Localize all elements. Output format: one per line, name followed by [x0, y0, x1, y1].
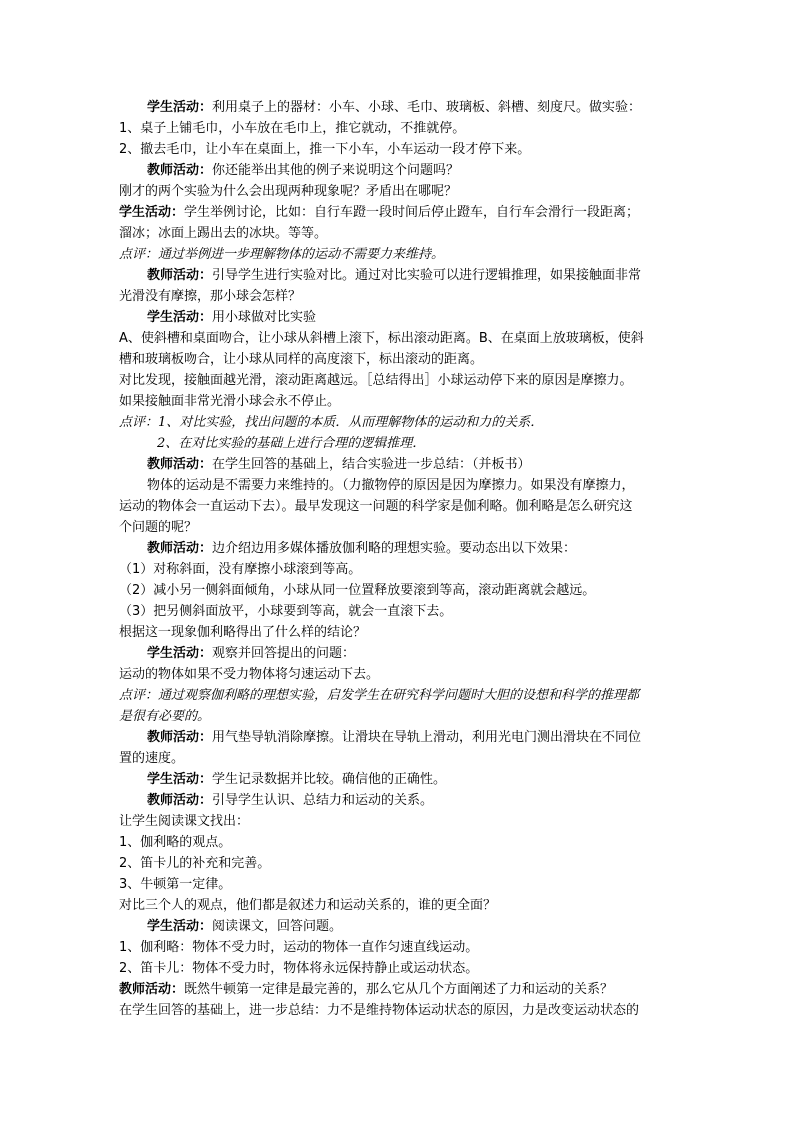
document-body	[119, 97, 679, 1021]
paragraph-line	[119, 286, 679, 307]
paragraph-text: 既然牛顿第一定律是最完善的，那么它从几个方面阐述了力和运动的关系？	[184, 982, 614, 997]
activity-label: 学生活动：	[147, 772, 213, 787]
paragraph-line	[119, 160, 679, 181]
paragraph-line	[119, 328, 679, 349]
paragraph-line	[119, 685, 679, 706]
paragraph-text: 2、撤去毛巾，让小车在桌面上，推一下小车，小车运动一段才停下来。	[119, 142, 531, 157]
activity-label: 学生活动：	[147, 310, 213, 325]
paragraph-text: 1、伽利略：物体不受力时，运动的物体一直作匀速直线运动。	[119, 940, 479, 955]
activity-label: 教师活动：	[147, 541, 213, 556]
activity-label: 学生活动：	[147, 646, 213, 661]
activity-label: 教师活动：	[147, 163, 213, 178]
paragraph-line	[119, 706, 679, 727]
paragraph-text: 点评：通过举例进一步理解物体的运动不需要力来维持。	[119, 247, 445, 262]
paragraph-line	[119, 916, 679, 937]
activity-label: 学生活动：	[147, 919, 213, 934]
paragraph-line	[119, 265, 679, 286]
paragraph-line	[119, 622, 679, 643]
paragraph-line	[119, 181, 679, 202]
paragraph-text: 引导学生认识、总结力和运动的关系。	[212, 793, 434, 808]
paragraph-text: 利用桌子上的器材：小车、小球、毛巾、玻璃板、斜槽、刻度尺。做实验：	[212, 100, 642, 115]
paragraph-text: 在学生回答的基础上，结合实验进一步总结：（并板书）	[212, 457, 531, 472]
paragraph-line	[119, 832, 679, 853]
paragraph-text: （3）把另侧斜面放平，小球要到等高，就会一直滚下去。	[119, 604, 453, 619]
paragraph-line	[119, 811, 679, 832]
paragraph-line	[119, 601, 679, 622]
paragraph-line	[119, 454, 679, 475]
activity-label: 教师活动：	[147, 457, 213, 472]
paragraph-line	[119, 1000, 679, 1021]
paragraph-line	[119, 580, 679, 601]
paragraph-text: 是很有必要的。	[119, 709, 211, 724]
activity-label: 教师活动：	[119, 982, 185, 997]
paragraph-text: 溜冰；冰面上踢出去的冰块。等等。	[119, 226, 328, 241]
paragraph-line	[119, 391, 679, 412]
paragraph-text: 槽和玻璃板吻合，让小球从同样的高度滚下，标出滚动的距离。	[119, 352, 484, 367]
paragraph-text: 1、桌子上铺毛巾，小车放在毛巾上，推它就动，不推就停。	[119, 121, 466, 136]
paragraph-text: 让学生阅读课文找出：	[119, 814, 250, 829]
paragraph-text: 点评：1、对比实验，找出问题的本质．从而理解物体的运动和力的关系．	[119, 415, 544, 430]
paragraph-text: 用气垫导轨消除摩擦。让滑块在导轨上滑动，利用光电门测出滑块在不同位	[212, 730, 642, 745]
paragraph-text: 2、在对比实验的基础上进行合理的逻辑推理．	[157, 436, 426, 451]
paragraph-line	[119, 958, 679, 979]
paragraph-line	[119, 139, 679, 160]
paragraph-text: 在学生回答的基础上，进一步总结：力不是维持物体运动状态的原因，力是改变运动状态的	[119, 1003, 640, 1018]
paragraph-text: 物体的运动是不需要力来维持的。（力撤物停的原因是因为摩擦力。如果没有摩擦力，	[147, 478, 635, 493]
paragraph-line	[119, 202, 679, 223]
paragraph-text: 边介绍边用多媒体播放伽利略的理想实验。要动态出以下效果：	[212, 541, 577, 556]
paragraph-text: 光滑没有摩擦，那小球会怎样？	[119, 289, 302, 304]
paragraph-line	[119, 979, 679, 1000]
paragraph-text: 学生举例讨论，比如：自行车蹬一段时间后停止蹬车，自行车会滑行一段距离；	[184, 205, 640, 220]
paragraph-text: 2、笛卡儿的补充和完善。	[119, 856, 271, 871]
paragraph-line	[119, 244, 679, 265]
paragraph-line	[119, 433, 679, 454]
paragraph-text: 点评：通过观察伽利略的理想实验，启发学生在研究科学问题时大胆的设想和科学的推理都	[119, 688, 640, 703]
activity-label: 教师活动：	[147, 268, 213, 283]
paragraph-text: 对比发现，接触面越光滑，滚动距离越远。［总结得出］小球运动停下来的原因是摩擦力。	[119, 373, 633, 388]
paragraph-text: 根据这一现象伽利略得出了什么样的结论？	[119, 625, 367, 640]
paragraph-text: 3、牛顿第一定律。	[119, 877, 232, 892]
paragraph-text: 用小球做对比实验	[212, 310, 317, 325]
paragraph-line	[119, 559, 679, 580]
paragraph-text: 学生记录数据并比较。确信他的正确性。	[212, 772, 447, 787]
paragraph-text: 运动的物体如果不受力物体将匀速运动下去。	[119, 667, 380, 682]
paragraph-text: 2、笛卡儿：物体不受力时，物体将永远保持静止或运动状态。	[119, 961, 479, 976]
activity-label: 教师活动：	[147, 793, 213, 808]
paragraph-text: A、使斜槽和桌面吻合，让小球从斜槽上滚下，标出滚动距离。B、在桌面上放玻璃板，使斜	[119, 331, 644, 346]
paragraph-line	[119, 664, 679, 685]
paragraph-text: 刚才的两个实验为什么会出现两种现象呢？矛盾出在哪呢？	[119, 184, 458, 199]
paragraph-text: 观察并回答提出的问题：	[212, 646, 356, 661]
activity-label: 学生活动：	[119, 205, 185, 220]
paragraph-line	[119, 538, 679, 559]
paragraph-text: 个问题的呢？	[119, 520, 198, 535]
paragraph-line	[119, 769, 679, 790]
paragraph-line	[119, 349, 679, 370]
paragraph-text: 1、伽利略的观点。	[119, 835, 232, 850]
paragraph-text: 对比三个人的观点，他们都是叙述力和运动关系的，谁的更全面？	[119, 898, 497, 913]
paragraph-text: （1）对称斜面，没有摩擦小球滚到等高。	[119, 562, 362, 577]
activity-label: 教师活动：	[147, 730, 213, 745]
paragraph-line	[119, 307, 679, 328]
activity-label: 学生活动：	[147, 100, 213, 115]
paragraph-line	[119, 97, 679, 118]
paragraph-text: 引导学生进行实验对比。通过对比实验可以进行逻辑推理，如果接触面非常	[212, 268, 642, 283]
paragraph-line	[119, 853, 679, 874]
paragraph-text: 运动的物体会一直运动下去）。最早发现这一问题的科学家是伽利略。伽利略是怎么研究这	[119, 499, 633, 514]
paragraph-line	[119, 874, 679, 895]
paragraph-line	[119, 643, 679, 664]
paragraph-line	[119, 895, 679, 916]
paragraph-text: （2）减小另一侧斜面倾角，小球从同一位置释放要滚到等高，滚动距离就会越远。	[119, 583, 596, 598]
paragraph-line	[119, 748, 679, 769]
paragraph-line	[119, 937, 679, 958]
paragraph-text: 置的速度。	[119, 751, 185, 766]
paragraph-line	[119, 496, 679, 517]
paragraph-line	[119, 475, 679, 496]
paragraph-line	[119, 790, 679, 811]
paragraph-line	[119, 727, 679, 748]
paragraph-line	[119, 370, 679, 391]
paragraph-line	[119, 517, 679, 538]
paragraph-text: 如果接触面非常光滑小球会永不停止。	[119, 394, 341, 409]
paragraph-line	[119, 223, 679, 244]
paragraph-text: 阅读课文，回答问题。	[212, 919, 343, 934]
paragraph-line	[119, 412, 679, 433]
paragraph-line	[119, 118, 679, 139]
paragraph-text: 你还能举出其他的例子来说明这个问题吗？	[212, 163, 460, 178]
